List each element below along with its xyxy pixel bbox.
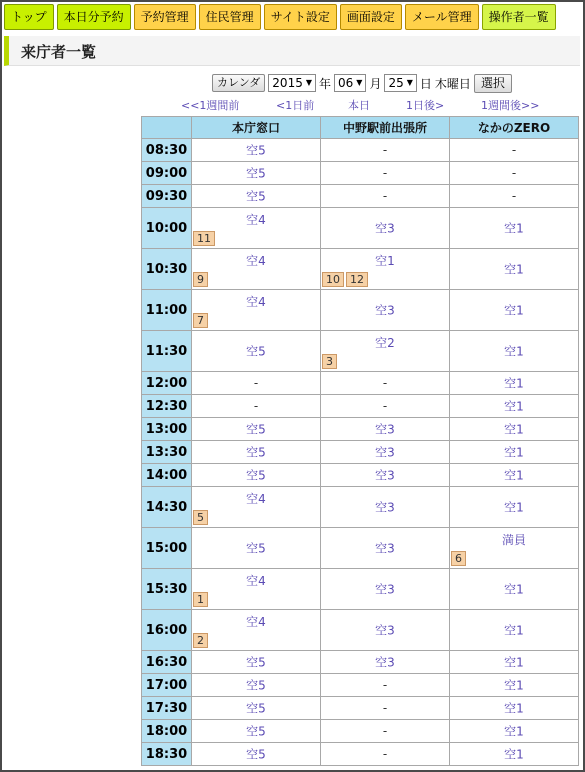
unavailable-mark: - xyxy=(511,166,517,180)
slot-cell xyxy=(321,372,450,395)
slot-cell[interactable] xyxy=(321,528,450,569)
time-slot-label: 18:00 xyxy=(142,720,192,743)
main-nav xyxy=(4,4,556,30)
availability-link[interactable]: 空3 xyxy=(375,422,395,437)
slot-cell xyxy=(192,395,321,418)
availability-link[interactable]: 空1 xyxy=(504,376,524,391)
today-link[interactable]: 本日 xyxy=(348,99,370,112)
slot-cell[interactable] xyxy=(192,441,321,464)
availability-link[interactable]: 空1 xyxy=(504,303,524,318)
table-row xyxy=(142,418,579,441)
availability-link[interactable]: 空1 xyxy=(504,655,524,670)
availability-link[interactable]: 空1 xyxy=(504,747,524,762)
slot-cell[interactable] xyxy=(321,569,450,610)
reservation-badges xyxy=(193,592,208,607)
reservation-badges xyxy=(193,633,208,648)
slot-cell[interactable] xyxy=(192,208,321,249)
reservation-badge[interactable]: 2 xyxy=(193,633,208,648)
table-row xyxy=(142,697,579,720)
column-header-nakano-ekimae: 中野駅前出張所 xyxy=(321,117,450,139)
availability-link[interactable]: 空5 xyxy=(246,344,266,359)
availability-link[interactable]: 空5 xyxy=(246,747,266,762)
availability-link[interactable]: 空4 xyxy=(246,295,266,309)
day-unit: 日 xyxy=(419,76,432,91)
availability-link[interactable]: 空5 xyxy=(246,189,266,204)
time-slot-label: 10:30 xyxy=(142,249,192,290)
unavailable-mark: - xyxy=(382,399,388,413)
reservation-badges xyxy=(193,231,215,246)
time-slot-label: 09:30 xyxy=(142,185,192,208)
unavailable-mark: - xyxy=(511,143,517,157)
reservation-badge[interactable]: 12 xyxy=(346,272,368,287)
time-slot-label: 17:00 xyxy=(142,674,192,697)
slot-cell xyxy=(321,674,450,697)
slot-cell[interactable] xyxy=(321,487,450,528)
table-row xyxy=(142,185,579,208)
table-row xyxy=(142,395,579,418)
reservation-badge[interactable]: 6 xyxy=(451,551,466,566)
slot-cell[interactable] xyxy=(192,464,321,487)
slot-cell xyxy=(321,743,450,766)
unavailable-mark: - xyxy=(253,399,259,413)
date-selector xyxy=(212,73,512,93)
slot-cell xyxy=(321,697,450,720)
availability-link[interactable]: 空5 xyxy=(246,422,266,437)
slot-cell[interactable] xyxy=(450,441,579,464)
availability-link[interactable]: 空1 xyxy=(504,582,524,597)
availability-link[interactable]: 空5 xyxy=(246,724,266,739)
table-row xyxy=(142,464,579,487)
slot-cell[interactable] xyxy=(450,528,579,569)
availability-link[interactable]: 空4 xyxy=(246,615,266,629)
time-slot-label: 14:30 xyxy=(142,487,192,528)
availability-link[interactable]: 空5 xyxy=(246,541,266,556)
reservation-badges xyxy=(451,551,466,566)
nav-tab-today-reservations[interactable]: 本日分予約 xyxy=(57,4,131,30)
page-title-bar xyxy=(4,36,580,66)
column-header-honcho: 本庁窓口 xyxy=(192,117,321,139)
nav-tab-resident-management[interactable]: 住民管理 xyxy=(199,4,261,30)
slot-cell[interactable] xyxy=(450,569,579,610)
time-slot-label: 11:30 xyxy=(142,331,192,372)
nav-tab-mail-management[interactable]: メール管理 xyxy=(405,4,479,30)
slot-cell[interactable] xyxy=(192,418,321,441)
availability-link[interactable]: 空4 xyxy=(246,574,266,588)
slot-cell[interactable] xyxy=(321,208,450,249)
nav-tab-site-settings[interactable]: サイト設定 xyxy=(264,4,337,30)
availability-link[interactable]: 空1 xyxy=(504,399,524,414)
availability-link[interactable]: 空1 xyxy=(504,701,524,716)
slot-cell[interactable] xyxy=(321,464,450,487)
slot-cell[interactable] xyxy=(450,395,579,418)
slot-cell[interactable] xyxy=(321,418,450,441)
year-value: 2015 xyxy=(272,76,303,90)
slot-cell[interactable] xyxy=(450,674,579,697)
availability-link[interactable]: 空5 xyxy=(246,166,266,181)
table-corner xyxy=(142,117,192,139)
time-slot-label: 13:00 xyxy=(142,418,192,441)
page-title: 来庁者一覧 xyxy=(21,43,97,61)
day-value: 25 xyxy=(388,76,404,90)
next-week-link[interactable]: 1週間後>> xyxy=(481,99,540,112)
availability-link[interactable]: 空3 xyxy=(375,582,395,597)
week-navigation xyxy=(0,97,585,111)
slot-cell[interactable] xyxy=(321,331,450,372)
unavailable-mark: - xyxy=(382,166,388,180)
chevron-down-icon: ▼ xyxy=(406,78,413,87)
unavailable-mark: - xyxy=(382,189,388,203)
reservation-badge[interactable]: 11 xyxy=(193,231,215,246)
slot-cell[interactable] xyxy=(321,441,450,464)
availability-link[interactable]: 空5 xyxy=(246,655,266,670)
prev-day-link[interactable]: <1日前 xyxy=(276,99,315,112)
slot-cell[interactable] xyxy=(192,697,321,720)
time-slot-label: 16:00 xyxy=(142,610,192,651)
availability-link[interactable]: 空1 xyxy=(504,262,524,277)
slot-cell[interactable] xyxy=(321,290,450,331)
prev-week-link[interactable]: <<1週間前 xyxy=(181,99,240,112)
reservation-badge[interactable]: 3 xyxy=(322,354,337,369)
table-row xyxy=(142,441,579,464)
nav-tab-screen-settings[interactable]: 画面設定 xyxy=(340,4,402,30)
availability-link[interactable]: 空1 xyxy=(504,678,524,693)
availability-link[interactable]: 空5 xyxy=(246,143,266,158)
calendar-button[interactable]: カレンダ xyxy=(212,74,265,92)
table-row xyxy=(142,139,579,162)
nav-tab-reservation-management[interactable]: 予約管理 xyxy=(134,4,196,30)
availability-link[interactable]: 空3 xyxy=(375,303,395,318)
time-slot-label: 12:30 xyxy=(142,395,192,418)
slot-cell[interactable] xyxy=(192,487,321,528)
slot-cell xyxy=(321,162,450,185)
unavailable-mark: - xyxy=(382,376,388,390)
slot-cell xyxy=(450,162,579,185)
table-row xyxy=(142,162,579,185)
availability-link[interactable]: 空3 xyxy=(375,541,395,556)
availability-link[interactable]: 空4 xyxy=(246,254,266,268)
column-header-nakano-zero: なかのZERO xyxy=(450,117,579,139)
next-day-link[interactable]: 1日後> xyxy=(406,99,445,112)
slot-cell[interactable] xyxy=(192,674,321,697)
slot-cell[interactable] xyxy=(450,743,579,766)
time-slot-label: 10:00 xyxy=(142,208,192,249)
slot-cell[interactable] xyxy=(450,651,579,674)
table-row xyxy=(142,651,579,674)
availability-link[interactable]: 空1 xyxy=(504,422,524,437)
table-row xyxy=(142,331,579,372)
slot-cell[interactable] xyxy=(450,290,579,331)
unavailable-mark: - xyxy=(253,376,259,390)
year-unit: 年 xyxy=(319,76,332,91)
slot-cell[interactable] xyxy=(450,249,579,290)
weekday-label: 木曜日 xyxy=(434,76,471,91)
nav-tab-operator-list[interactable]: 操作者一覧 xyxy=(482,4,556,30)
slot-cell[interactable] xyxy=(192,139,321,162)
slot-cell[interactable] xyxy=(192,249,321,290)
slot-cell xyxy=(450,185,579,208)
time-slot-label: 16:30 xyxy=(142,651,192,674)
availability-link[interactable]: 空3 xyxy=(375,623,395,638)
availability-link[interactable]: 空1 xyxy=(375,254,395,268)
slot-cell[interactable] xyxy=(321,249,450,290)
time-slot-label: 13:30 xyxy=(142,441,192,464)
availability-link[interactable]: 空5 xyxy=(246,678,266,693)
availability-link[interactable]: 空1 xyxy=(504,724,524,739)
reservation-badges xyxy=(193,313,208,328)
slot-cell[interactable] xyxy=(192,290,321,331)
slot-cell[interactable] xyxy=(450,372,579,395)
availability-link[interactable]: 空3 xyxy=(375,221,395,236)
availability-link[interactable]: 空1 xyxy=(504,221,524,236)
table-row xyxy=(142,290,579,331)
table-row xyxy=(142,743,579,766)
slot-cell[interactable] xyxy=(450,464,579,487)
table-row xyxy=(142,249,579,290)
slot-cell[interactable] xyxy=(192,528,321,569)
month-unit: 月 xyxy=(369,76,382,91)
slot-cell[interactable] xyxy=(450,720,579,743)
availability-link[interactable]: 空2 xyxy=(375,336,395,350)
slot-cell[interactable] xyxy=(450,208,579,249)
slot-cell[interactable] xyxy=(192,651,321,674)
time-slot-label: 08:30 xyxy=(142,139,192,162)
day-select[interactable] xyxy=(384,74,416,92)
unavailable-mark: - xyxy=(382,747,388,761)
availability-link[interactable]: 空5 xyxy=(246,468,266,483)
slot-cell[interactable] xyxy=(192,162,321,185)
reservation-badge[interactable]: 1 xyxy=(193,592,208,607)
reservation-badge[interactable]: 5 xyxy=(193,510,208,525)
visitor-schedule-table xyxy=(141,116,579,766)
slot-cell[interactable] xyxy=(192,743,321,766)
nav-tab-top[interactable]: トップ xyxy=(4,4,54,30)
table-row xyxy=(142,208,579,249)
slot-cell[interactable] xyxy=(192,720,321,743)
time-slot-label: 18:30 xyxy=(142,743,192,766)
slot-cell xyxy=(321,720,450,743)
availability-link[interactable]: 空3 xyxy=(375,445,395,460)
time-slot-label: 15:00 xyxy=(142,528,192,569)
slot-cell[interactable] xyxy=(321,610,450,651)
availability-link[interactable]: 空3 xyxy=(375,655,395,670)
year-select[interactable] xyxy=(268,74,316,92)
reservation-badge[interactable]: 9 xyxy=(193,272,208,287)
slot-cell[interactable] xyxy=(450,331,579,372)
availability-link[interactable]: 空4 xyxy=(246,492,266,506)
availability-link[interactable]: 空1 xyxy=(504,344,524,359)
table-row xyxy=(142,569,579,610)
month-select[interactable] xyxy=(334,74,366,92)
availability-link[interactable]: 空3 xyxy=(375,500,395,515)
slot-cell xyxy=(321,395,450,418)
time-slot-label: 11:00 xyxy=(142,290,192,331)
slot-cell[interactable] xyxy=(321,651,450,674)
time-slot-label: 09:00 xyxy=(142,162,192,185)
unavailable-mark: - xyxy=(382,724,388,738)
reservation-badges xyxy=(322,272,368,287)
table-row xyxy=(142,674,579,697)
time-slot-label: 17:30 xyxy=(142,697,192,720)
slot-cell[interactable] xyxy=(450,610,579,651)
reservation-badges xyxy=(322,354,337,369)
time-slot-label: 14:00 xyxy=(142,464,192,487)
slot-cell xyxy=(450,139,579,162)
unavailable-mark: - xyxy=(382,701,388,715)
availability-link[interactable]: 空4 xyxy=(246,213,266,227)
unavailable-mark: - xyxy=(382,678,388,692)
slot-cell[interactable] xyxy=(192,569,321,610)
reservation-badges xyxy=(193,272,208,287)
table-row xyxy=(142,487,579,528)
month-value: 06 xyxy=(338,76,354,90)
availability-link[interactable]: 空1 xyxy=(504,500,524,515)
availability-link[interactable]: 空5 xyxy=(246,445,266,460)
reservation-badge[interactable]: 7 xyxy=(193,313,208,328)
availability-link[interactable]: 空1 xyxy=(504,445,524,460)
table-row xyxy=(142,372,579,395)
table-row xyxy=(142,720,579,743)
reservation-badges xyxy=(193,510,208,525)
slot-cell[interactable] xyxy=(450,697,579,720)
slot-cell[interactable] xyxy=(192,331,321,372)
chevron-down-icon: ▼ xyxy=(356,78,363,87)
slot-cell[interactable] xyxy=(450,418,579,441)
select-button[interactable]: 選択 xyxy=(474,74,512,93)
table-row xyxy=(142,610,579,651)
slot-cell[interactable] xyxy=(450,487,579,528)
reservation-badge[interactable]: 10 xyxy=(322,272,344,287)
availability-link[interactable]: 空3 xyxy=(375,468,395,483)
time-slot-label: 15:30 xyxy=(142,569,192,610)
availability-link[interactable]: 空1 xyxy=(504,468,524,483)
availability-link[interactable]: 空5 xyxy=(246,701,266,716)
unavailable-mark: - xyxy=(382,143,388,157)
time-slot-label: 12:00 xyxy=(142,372,192,395)
slot-cell xyxy=(321,139,450,162)
slot-cell xyxy=(192,372,321,395)
chevron-down-icon: ▼ xyxy=(305,78,312,87)
slot-cell[interactable] xyxy=(192,610,321,651)
slot-cell[interactable] xyxy=(192,185,321,208)
table-row xyxy=(142,528,579,569)
availability-link[interactable]: 空1 xyxy=(504,623,524,638)
slot-cell xyxy=(321,185,450,208)
unavailable-mark: - xyxy=(511,189,517,203)
availability-link[interactable]: 満員 xyxy=(501,533,526,547)
